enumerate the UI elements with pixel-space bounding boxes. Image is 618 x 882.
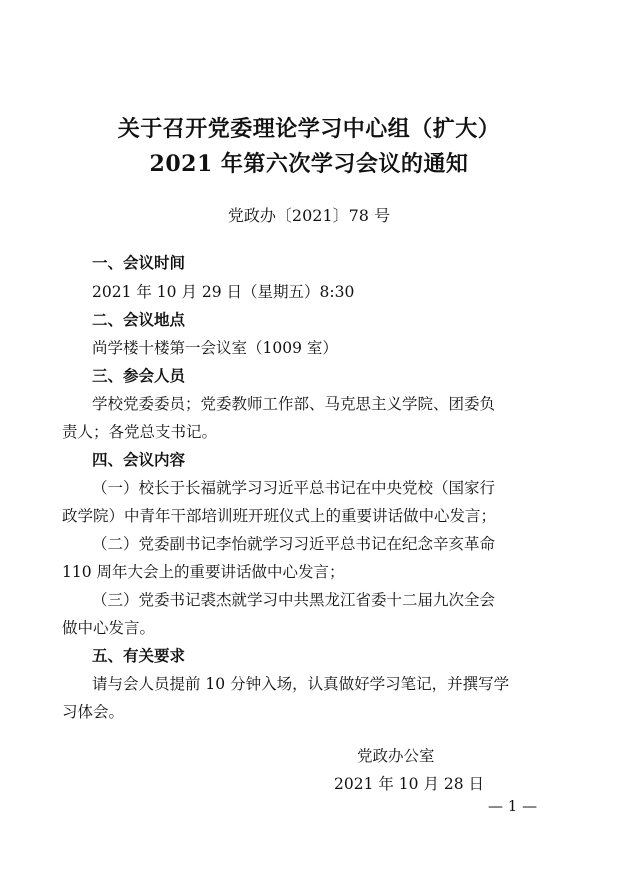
- document-title-line1: 关于召开党委理论学习中心组（扩大）: [117, 116, 501, 142]
- meeting-place-text: 尚学楼十楼第一会议室（1009 室）: [92, 339, 338, 357]
- content-item3-line1: （三）党委书记裘杰就学习中共黑龙江省委十二届九次全会: [92, 591, 496, 609]
- section-heading-requirements: 五、有关要求: [92, 647, 186, 665]
- meeting-time-text: 2021 年 10 月 29 日（星期五）8:30: [92, 283, 355, 301]
- section-heading-content: 四、会议内容: [92, 451, 186, 469]
- document-number: 党政办〔2021〕78 号: [227, 206, 391, 225]
- requirements-text-line1: 请与会人员提前 10 分钟入场，认真做好学习笔记，并撰写学: [92, 675, 510, 693]
- section-heading-attendees: 三、参会人员: [92, 367, 186, 385]
- content-item1-line1: （一）校长于长福就学习习近平总书记在中央党校（国家行: [92, 479, 496, 497]
- requirements-text-line2: 习体会。: [62, 703, 125, 721]
- content-item1-line2: 政学院）中青年干部培训班开班仪式上的重要讲话做中心发言；: [62, 507, 497, 525]
- document-title-line2: 2021 年第六次学习会议的通知: [149, 151, 469, 177]
- signature-office: 党政办公室: [357, 747, 435, 765]
- content-item2-line2: 110 周年大会上的重要讲话做中心发言；: [62, 563, 345, 581]
- attendees-text-line1: 学校党委委员；党委教师工作部、马克思主义学院、团委负: [92, 395, 496, 413]
- signature-date: 2021 年 10 月 28 日: [334, 775, 485, 793]
- content-item2-line1: （二）党委副书记李怡就学习习近平总书记在纪念辛亥革命: [92, 535, 496, 553]
- content-item3-line2: 做中心发言。: [62, 619, 156, 637]
- page-number: — 1 —: [488, 797, 538, 815]
- attendees-text-line2: 责人；各党总支书记。: [62, 423, 218, 441]
- section-heading-time: 一、会议时间: [92, 254, 186, 272]
- section-heading-place: 二、会议地点: [92, 311, 186, 329]
